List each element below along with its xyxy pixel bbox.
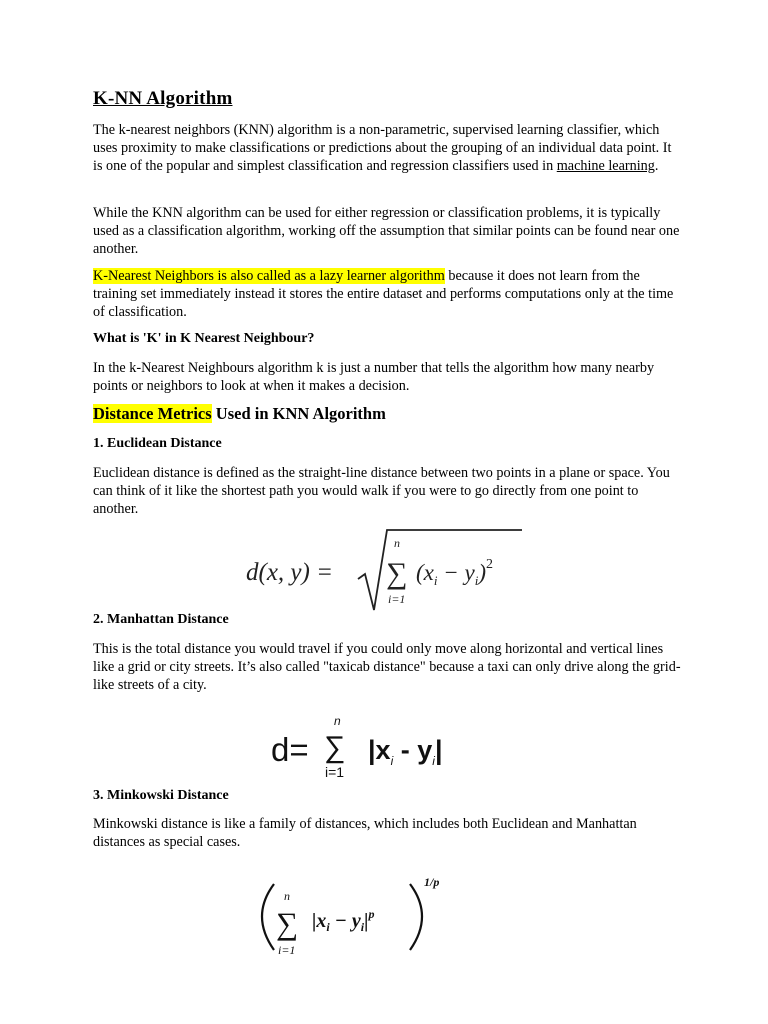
section-heading-distance-metrics — [93, 404, 386, 424]
left-paren — [262, 884, 274, 950]
highlight-distance-metrics: Distance Metrics — [93, 404, 212, 423]
manhattan-text: This is the total distance you would travel if you could only move along horizontal and vertical lines like a grid or city streets. It’s also called "taxicab distance" because a taxi can only drive along the grid-like streets of a city. — [93, 641, 681, 694]
question-heading: What is 'K' in K Nearest Neighbour? — [93, 331, 315, 346]
manhattan-lhs: d= — [271, 731, 309, 768]
minkowski-upper: n — [284, 889, 290, 903]
machine-learning-link[interactable]: machine learning — [556, 158, 655, 175]
minkowski-body: $|x_i - y_i|^p$ — [312, 907, 375, 934]
manhattan-heading: 2. Manhattan Distance — [93, 612, 229, 627]
minkowski-text: Minkowski distance is like a family of distances, which includes both Euclidean and Manhattan distances as special cases. — [93, 816, 637, 851]
minkowski-outer-power: 1/p — [424, 875, 440, 889]
intro-text-end: . — [654, 158, 659, 175]
para-lazy-learner — [93, 267, 683, 322]
manhattan-lower: i=1 — [325, 764, 345, 780]
euclidean-text: Euclidean distance is defined as the straight-line distance between two points in a plane or space. You can think of it like the shortest path you would walk if you were to go directly from one point to another. — [93, 465, 670, 518]
sigma-icon: ∑ — [324, 731, 346, 764]
minkowski-formula — [240, 866, 462, 976]
section-heading-rest: Used in KNN Algorithm — [211, 404, 386, 423]
sigma-icon: ∑ — [276, 906, 299, 941]
euclidean-lower: i=1 — [388, 592, 406, 606]
euclidean-body: $(x_i - y_i)^2$ — [416, 557, 494, 588]
sigma-icon: ∑ — [386, 557, 408, 590]
euclidean-heading: 1. Euclidean Distance — [93, 436, 222, 451]
para-what-is-k: In the k-Nearest Neighbours algorithm k is just a number that tells the algorithm how many nearby points or neighbors to look at when it makes a decision. — [93, 360, 655, 395]
right-paren — [410, 884, 422, 950]
intro-paragraph — [93, 121, 683, 176]
intro-text: The k-nearest neighbors (KNN) algorithm is a non-parametric, supervised learning classifier, which uses proximity to make classifications or predictions about the grouping of an individual data point. It is one of the popular and simplest classification and regression classifiers used in — [93, 122, 672, 175]
euclidean-upper: n — [394, 536, 400, 550]
para-regression-classification: While the KNN algorithm can be used for either regression or classification problems, it is typically used as a classification algorithm, working off the assumption that similar points can be found near one another. — [93, 205, 680, 258]
minkowski-heading: 3. Minkowski Distance — [93, 788, 229, 803]
euclidean-formula — [232, 524, 534, 616]
lazy-learner-rest: because it does not learn from the training set immediately instead it stores the entire dataset and performs computations only at the time of classification. — [93, 268, 674, 321]
minkowski-lower: i=1 — [278, 943, 296, 957]
manhattan-formula — [256, 706, 476, 786]
manhattan-upper: n — [334, 714, 341, 728]
manhattan-body: $|x_i - y_i|$ — [368, 735, 443, 768]
euclidean-lhs: d(x, y) = — [246, 559, 333, 586]
highlight-lazy-learner: K-Nearest Neighbors is also called as a lazy learner algorithm — [93, 268, 445, 284]
page-title: K-NN Algorithm — [93, 88, 233, 109]
